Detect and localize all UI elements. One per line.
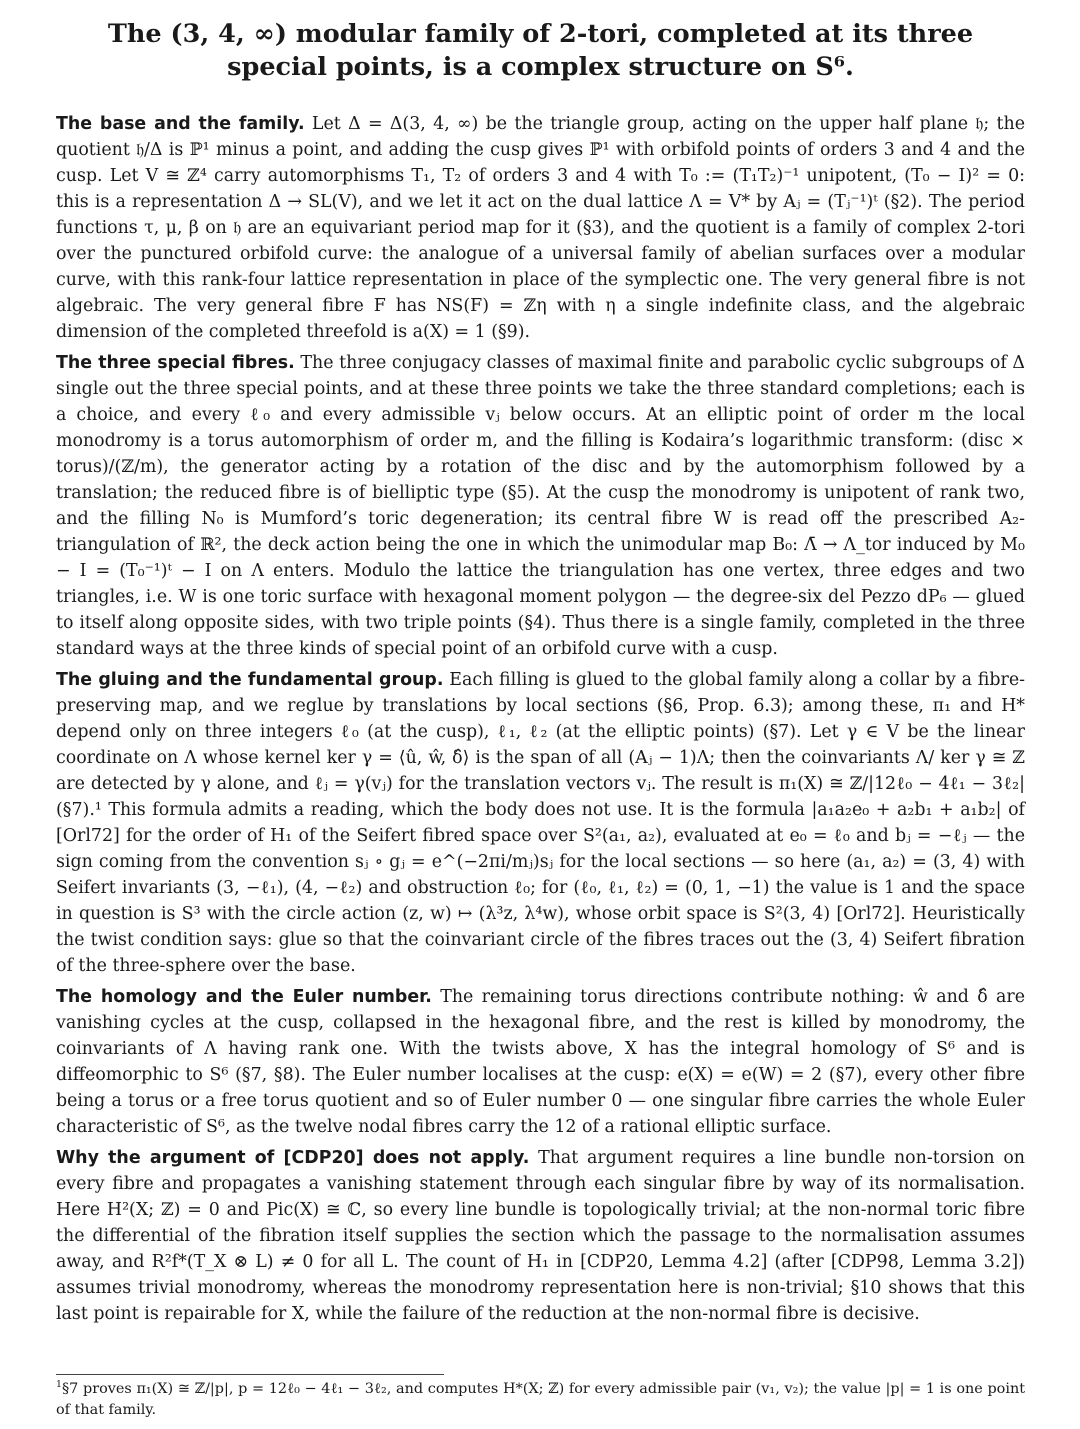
- paragraph-text: The three conjugacy classes of maximal finite and parabolic cyclic subgroups of Δ single out the three special points, and at these three points we take the three standard completions; each is a choice, and every ℓ₀ and every admissible vⱼ below occurs. At an elliptic point of order m the local monodromy is a torus automorphism of order m, and the filling is Kodaira’s logarithmic transform: (disc × torus)/(ℤ/m), the generator acting by a rotation of the disc and by the automorphism followed by a translation; the reduced fibre is of bielliptic type (§5). At the cusp the monodromy is unipotent of rank two, and the filling N₀ is Mumford’s toric degeneration; its central fibre W is read off the prescribed A₂-triangulation of ℝ², the deck action being the one in which the unimodular map B₀: Λ̄ → Λ_tor induced by M₀ − I = (T₀⁻¹)ᵗ − I on Λ enters. Modulo the lattice the triangulation has one vertex, three edges and two triangles, i.e. W is one toric surface with hexagonal moment polygon — the degree-six del Pezzo dP₆ — glued to itself along opposite sides, with two triple points (§4). Thus there is a single family, completed in the three standard ways at the three kinds of special point of an orbifold curve with a cusp.: [56, 353, 1025, 659]
- paragraph-heading: Why the argument of [CDP20] does not apply.: [56, 1148, 530, 1168]
- paragraph-text: Let Δ = Δ(3, 4, ∞) be the triangle group, acting on the upper half plane 𝔥; the quotient 𝔥/Δ is ℙ¹ minus a point, and adding the cusp gives ℙ¹ with orbifold points of orders 3 and 4 and the cusp. Let V ≅ ℤ⁴ carry automorphisms T₁, T₂ of orders 3 and 4 with T₀ := (T₁T₂)⁻¹ unipotent, (T₀ − I)² = 0: this is a representation Δ → SL(V), and we let it act on the dual lattice Λ = V* by Aⱼ = (Tⱼ⁻¹)ᵗ (§2). The period functions τ, μ, β on 𝔥 are an equivariant period map for it (§3), and the quotient is a family of complex 2-tori over the punctured orbifold curve: the analogue of a universal family of abelian surfaces over a modular curve, with this rank-four lattice representation in place of the symplectic one. The very general fibre is not algebraic. The very general fibre F has NS(F) = ℤη with η a single indefinite class, and the algebraic dimension of the completed threefold is a(X) = 1 (§9).: [56, 114, 1026, 342]
- paragraph-heading: The base and the family.: [56, 114, 305, 134]
- footnote-mark: 1: [56, 1379, 62, 1391]
- paragraph-text: Each filling is glued to the global family along a collar by a fibre-preserving map, and we reglue by translations by local sections (§6, Prop. 6.3); among these, π₁ and H* depend only on three integers ℓ₀ (at the cusp), ℓ₁, ℓ₂ (at the elliptic points) (§7). Let γ ∈ V be the linear coordinate on Λ whose kernel ker γ = ⟨û, ŵ, δ̂⟩ is the span of all (Aⱼ − 1)Λ; then the coinvariants Λ/ ker γ ≅ ℤ are detected by γ alone, and ℓⱼ = γ(vⱼ) for the translation vectors vⱼ. The result is π₁(X) ≅ ℤ/|12ℓ₀ − 4ℓ₁ − 3ℓ₂| (§7).¹ This formula admits a reading, which the body does not use. It is the formula |a₁a₂e₀ + a₂b₁ + a₁b₂| of [Orl72] for the order of H₁ of the Seifert fibred space over S²(a₁, a₂), evaluated at e₀ = ℓ₀ and bⱼ = −ℓⱼ — the sign coming from the convention sⱼ ∘ gⱼ = e^(−2πi/mⱼ)sⱼ for the local sections — so here (a₁, a₂) = (3, 4) with Seifert invariants (3, −ℓ₁), (4, −ℓ₂) and obstruction ℓ₀; for (ℓ₀, ℓ₁, ℓ₂) = (0, 1, −1) the value is 1 and the space in question is S³ with the circle action (z, w) ↦ (λ³z, λ⁴w), whose orbit space is S²(3, 4) [Orl72]. Heuristically the twist condition says: glue so that the coinvariant circle of the fibres traces out the (3, 4) Seifert fibration of the three-sphere over the base.: [56, 670, 1025, 976]
- paragraph-base-and-family: [56, 111, 1025, 345]
- paper-page: [56, 18, 1025, 1332]
- footnote: [56, 1379, 1025, 1421]
- paragraph-heading: The gluing and the fundamental group.: [56, 670, 444, 690]
- footnote-text: §7 proves π₁(X) ≅ ℤ/|p|, p = 12ℓ₀ − 4ℓ₁ − 3ℓ₂, and computes H*(X; ℤ) for every admissible pair (v₁, v₂); the value |p| = 1 is one point of that family.: [56, 1381, 1025, 1418]
- paragraph-special-fibres: [56, 350, 1025, 662]
- paragraph-heading: The homology and the Euler number.: [56, 987, 432, 1007]
- paper-body: [56, 111, 1025, 1327]
- paragraph-gluing: [56, 667, 1025, 979]
- paragraph-text: The remaining torus directions contribute nothing: ŵ and δ̂ are vanishing cycles at the cusp, collapsed in the hexagonal fibre, and the rest is killed by monodromy, the coinvariants of Λ having rank one. With the twists above, X has the integral homology of S⁶ and is diffeomorphic to S⁶ (§7, §8). The Euler number localises at the cusp: e(X) = e(W) = 2 (§7), every other fibre being a torus or a free torus quotient and so of Euler number 0 — one singular fibre carries the whole Euler characteristic of S⁶, as the twelve nodal fibres carry the 12 of a rational elliptic surface.: [56, 987, 1026, 1137]
- paragraph-cdp20: [56, 1145, 1025, 1327]
- paragraph-heading: The three special fibres.: [56, 353, 295, 373]
- footnote-rule: [56, 1374, 444, 1375]
- paragraph-homology: [56, 984, 1025, 1140]
- paper-title: The (3, 4, ∞) modular family of 2-tori, completed at its three special points, is a complex structure on S⁶.: [107, 19, 974, 82]
- paragraph-text: That argument requires a line bundle non-torsion on every fibre and propagates a vanishing statement through each singular fibre by way of its normalisation. Here H²(X; ℤ) = 0 and Pic(X) ≅ ℂ, so every line bundle is topologically trivial; at the non-normal toric fibre the differential of the fibration itself supplies the section which the passage to the normalisation assumes away, and R²f*(T_X ⊗ L) ≠ 0 for all L. The count of H₁ in [CDP20, Lemma 4.2] (after [CDP98, Lemma 3.2]) assumes trivial monodromy, whereas the monodromy representation here is non-trivial; §10 shows that this last point is repairable for X, while the failure of the reduction at the non-normal fibre is decisive.: [56, 1148, 1025, 1324]
